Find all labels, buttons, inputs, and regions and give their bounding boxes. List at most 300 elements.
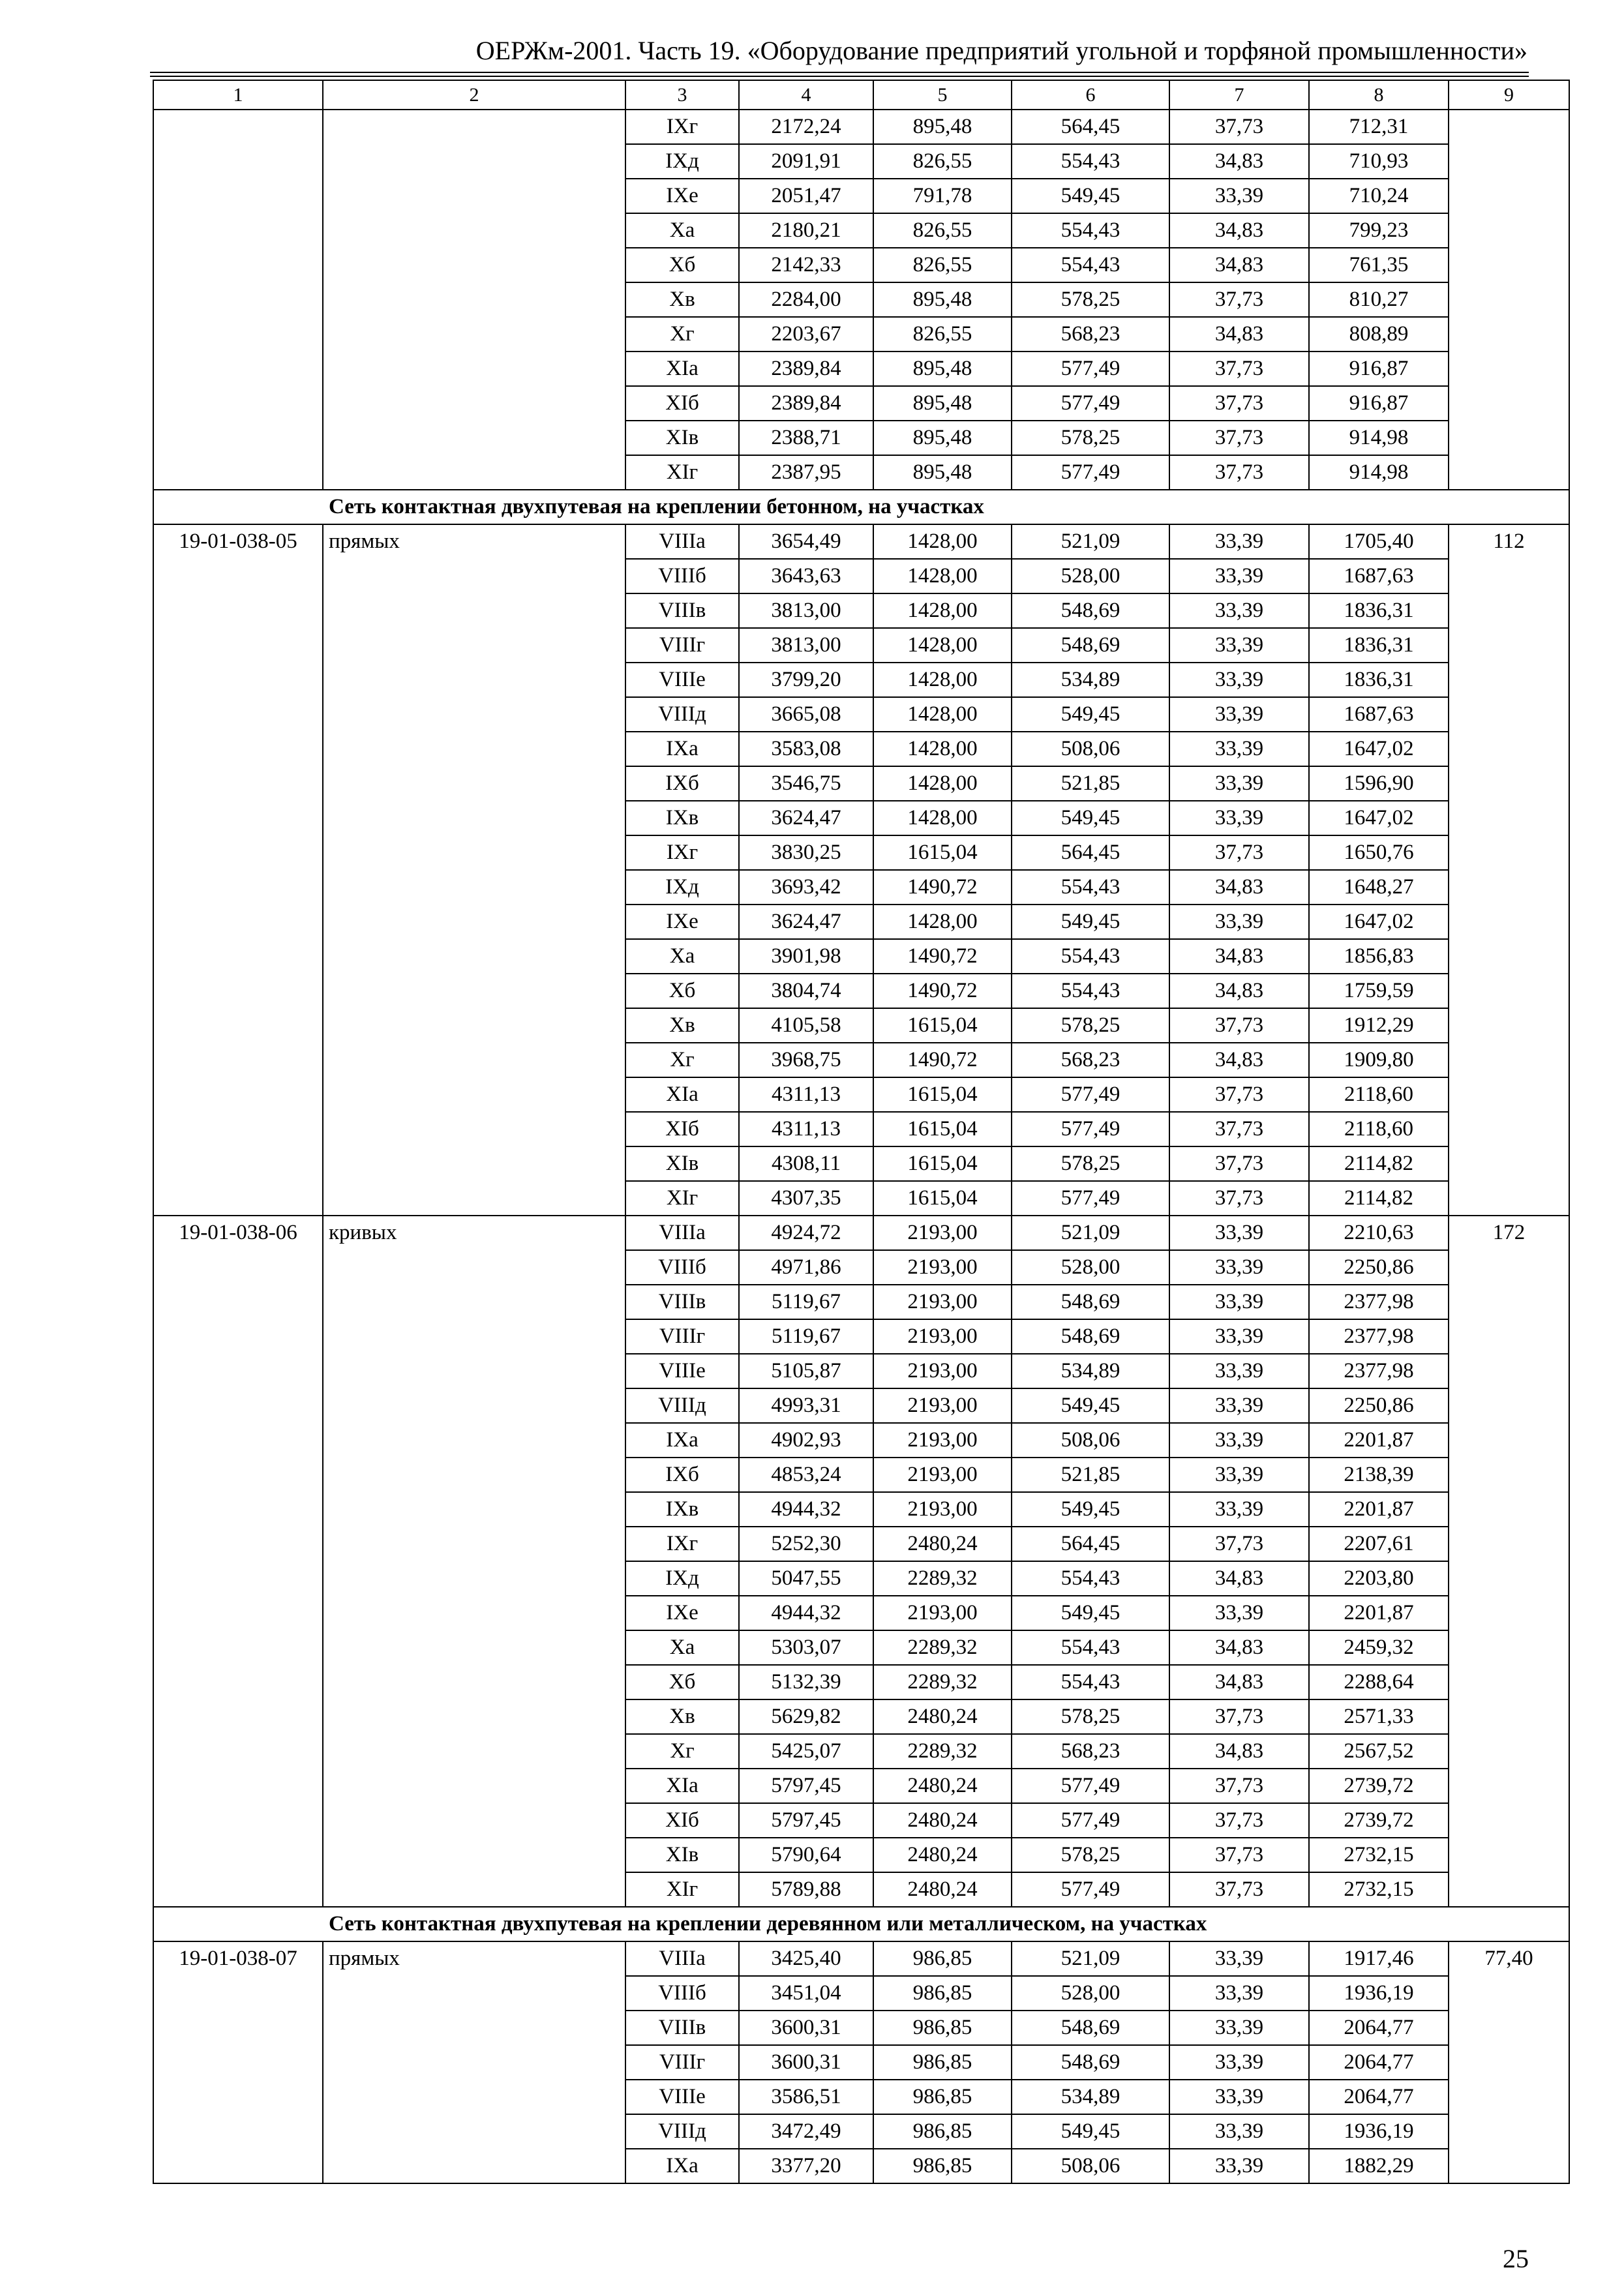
- value-col4: 3583,08: [739, 732, 873, 766]
- value-col6: 528,00: [1012, 1250, 1169, 1285]
- value-col7: 34,83: [1169, 1665, 1309, 1699]
- value-col5: 2193,00: [873, 1423, 1012, 1458]
- value-col4: 3586,51: [739, 2080, 873, 2114]
- value-col7: 37,73: [1169, 1527, 1309, 1561]
- item-name: прямых: [323, 1941, 625, 2183]
- value-col4: 2051,47: [739, 179, 873, 213]
- value-col7: 33,39: [1169, 2045, 1309, 2080]
- value-col7: 37,73: [1169, 1803, 1309, 1838]
- value-col6: 549,45: [1012, 1596, 1169, 1630]
- value-col4: 3901,98: [739, 939, 873, 974]
- value-col7: 33,39: [1169, 593, 1309, 628]
- value-col4: 3813,00: [739, 628, 873, 663]
- value-col4: 4308,11: [739, 1146, 873, 1181]
- value-col6: 568,23: [1012, 1043, 1169, 1077]
- value-col7: 33,39: [1169, 179, 1309, 213]
- value-col5: 2193,00: [873, 1492, 1012, 1527]
- category-cell: VIIIг: [625, 1319, 739, 1354]
- value-col5: 2193,00: [873, 1319, 1012, 1354]
- value-col5: 826,55: [873, 213, 1012, 248]
- column-number: 2: [323, 80, 625, 110]
- value-col4: 2172,24: [739, 110, 873, 144]
- category-cell: Xа: [625, 1630, 739, 1665]
- value-col8: 2207,61: [1309, 1527, 1449, 1561]
- value-col4: 3546,75: [739, 766, 873, 801]
- value-col5: 895,48: [873, 421, 1012, 455]
- value-col8: 2201,87: [1309, 1423, 1449, 1458]
- category-cell: IXа: [625, 2149, 739, 2183]
- value-col4: 5047,55: [739, 1561, 873, 1596]
- value-col7: 33,39: [1169, 2114, 1309, 2149]
- value-col6: 508,06: [1012, 2149, 1169, 2183]
- section-heading-row: [153, 490, 1569, 524]
- value-col5: 2480,24: [873, 1769, 1012, 1803]
- value-col4: 2180,21: [739, 213, 873, 248]
- value-col8: 2377,98: [1309, 1285, 1449, 1319]
- value-col4: 4105,58: [739, 1008, 873, 1043]
- value-col6: 548,69: [1012, 2045, 1169, 2080]
- value-col7: 33,39: [1169, 1458, 1309, 1492]
- value-col6: 564,45: [1012, 110, 1169, 144]
- category-cell: XIв: [625, 1838, 739, 1872]
- value-col7: 37,73: [1169, 282, 1309, 317]
- value-col4: 3472,49: [739, 2114, 873, 2149]
- value-col4: 5252,30: [739, 1527, 873, 1561]
- value-col6: 578,25: [1012, 1008, 1169, 1043]
- value-col4: 3377,20: [739, 2149, 873, 2183]
- column-number: 3: [625, 80, 739, 110]
- category-cell: XIб: [625, 386, 739, 421]
- table-row: [153, 1216, 1569, 1250]
- value-col8: 1705,40: [1309, 524, 1449, 559]
- value-col8: 761,35: [1309, 248, 1449, 282]
- item-name: кривых: [323, 1216, 625, 1907]
- value-col5: 1615,04: [873, 1146, 1012, 1181]
- category-cell: IXа: [625, 732, 739, 766]
- value-col8: 2064,77: [1309, 2080, 1449, 2114]
- value-col7: 37,73: [1169, 1769, 1309, 1803]
- category-cell: IXг: [625, 835, 739, 870]
- value-col8: 2114,82: [1309, 1146, 1449, 1181]
- category-cell: VIIIа: [625, 1941, 739, 1976]
- value-col5: 986,85: [873, 2114, 1012, 2149]
- item-col9: 112: [1449, 524, 1569, 1216]
- value-col6: 578,25: [1012, 1699, 1169, 1734]
- value-col5: 1428,00: [873, 766, 1012, 801]
- price-table: [153, 80, 1570, 2184]
- value-col6: 528,00: [1012, 559, 1169, 593]
- value-col6: 568,23: [1012, 317, 1169, 352]
- value-col5: 2289,32: [873, 1561, 1012, 1596]
- value-col8: 2377,98: [1309, 1354, 1449, 1388]
- table-body: [153, 80, 1569, 2183]
- value-col5: 895,48: [873, 386, 1012, 421]
- value-col7: 34,83: [1169, 974, 1309, 1008]
- value-col6: 554,43: [1012, 974, 1169, 1008]
- value-col6: 577,49: [1012, 1769, 1169, 1803]
- value-col8: 2064,77: [1309, 2011, 1449, 2045]
- value-col5: 826,55: [873, 248, 1012, 282]
- value-col5: 1490,72: [873, 974, 1012, 1008]
- value-col5: 1428,00: [873, 593, 1012, 628]
- value-col7: 33,39: [1169, 663, 1309, 697]
- value-col4: 4902,93: [739, 1423, 873, 1458]
- value-col7: 33,39: [1169, 1250, 1309, 1285]
- value-col8: 916,87: [1309, 352, 1449, 386]
- value-col4: 4311,13: [739, 1112, 873, 1146]
- value-col8: 1836,31: [1309, 663, 1449, 697]
- value-col5: 895,48: [873, 352, 1012, 386]
- value-col6: 577,49: [1012, 352, 1169, 386]
- value-col5: 2289,32: [873, 1734, 1012, 1769]
- value-col4: 4853,24: [739, 1458, 873, 1492]
- category-cell: VIIIа: [625, 1216, 739, 1250]
- value-col4: 3813,00: [739, 593, 873, 628]
- value-col7: 33,39: [1169, 1941, 1309, 1976]
- value-col8: 914,98: [1309, 455, 1449, 490]
- value-col6: 564,45: [1012, 1527, 1169, 1561]
- value-col4: 2142,33: [739, 248, 873, 282]
- category-cell: IXд: [625, 870, 739, 905]
- value-col5: 1428,00: [873, 524, 1012, 559]
- value-col8: 2118,60: [1309, 1077, 1449, 1112]
- category-cell: IXг: [625, 1527, 739, 1561]
- value-col5: 2193,00: [873, 1354, 1012, 1388]
- value-col5: 895,48: [873, 110, 1012, 144]
- value-col7: 34,83: [1169, 1734, 1309, 1769]
- value-col4: 2388,71: [739, 421, 873, 455]
- value-col5: 986,85: [873, 2080, 1012, 2114]
- value-col6: 521,85: [1012, 766, 1169, 801]
- value-col7: 33,39: [1169, 697, 1309, 732]
- value-col7: 34,83: [1169, 870, 1309, 905]
- value-col7: 33,39: [1169, 1354, 1309, 1388]
- value-col7: 37,73: [1169, 455, 1309, 490]
- category-cell: XIг: [625, 455, 739, 490]
- category-cell: VIIIд: [625, 1388, 739, 1423]
- value-col8: 1856,83: [1309, 939, 1449, 974]
- value-col4: 3804,74: [739, 974, 873, 1008]
- category-cell: VIIIе: [625, 2080, 739, 2114]
- value-col4: 4311,13: [739, 1077, 873, 1112]
- value-col5: 2193,00: [873, 1216, 1012, 1250]
- value-col6: 577,49: [1012, 1803, 1169, 1838]
- value-col5: 1490,72: [873, 1043, 1012, 1077]
- category-cell: IXв: [625, 801, 739, 835]
- column-number-row: [153, 80, 1569, 110]
- value-col8: 1936,19: [1309, 2114, 1449, 2149]
- category-cell: Xв: [625, 1699, 739, 1734]
- value-col7: 33,39: [1169, 1285, 1309, 1319]
- value-col6: 549,45: [1012, 801, 1169, 835]
- value-col8: 799,23: [1309, 213, 1449, 248]
- value-col4: 5790,64: [739, 1838, 873, 1872]
- value-col7: 34,83: [1169, 248, 1309, 282]
- category-cell: IXе: [625, 905, 739, 939]
- category-cell: XIа: [625, 1769, 739, 1803]
- value-col5: 2193,00: [873, 1458, 1012, 1492]
- value-col6: 528,00: [1012, 1976, 1169, 2011]
- value-col8: 1912,29: [1309, 1008, 1449, 1043]
- value-col8: 2201,87: [1309, 1492, 1449, 1527]
- value-col4: 5425,07: [739, 1734, 873, 1769]
- category-cell: VIIIд: [625, 697, 739, 732]
- value-col5: 826,55: [873, 144, 1012, 179]
- value-col8: 1647,02: [1309, 905, 1449, 939]
- value-col8: 1759,59: [1309, 974, 1449, 1008]
- value-col5: 895,48: [873, 455, 1012, 490]
- value-col4: 2389,84: [739, 386, 873, 421]
- value-col4: 4307,35: [739, 1181, 873, 1216]
- value-col7: 34,83: [1169, 1043, 1309, 1077]
- value-col7: 33,39: [1169, 524, 1309, 559]
- value-col6: 554,43: [1012, 939, 1169, 974]
- item-col9: 77,40: [1449, 1941, 1569, 2183]
- value-col7: 34,83: [1169, 1630, 1309, 1665]
- category-cell: XIб: [625, 1803, 739, 1838]
- category-cell: VIIIг: [625, 2045, 739, 2080]
- value-col7: 37,73: [1169, 835, 1309, 870]
- value-col6: 508,06: [1012, 1423, 1169, 1458]
- value-col4: 5797,45: [739, 1803, 873, 1838]
- item-name: прямых: [323, 524, 625, 1216]
- category-cell: IXв: [625, 1492, 739, 1527]
- category-cell: Xб: [625, 248, 739, 282]
- value-col8: 2739,72: [1309, 1769, 1449, 1803]
- category-cell: IXе: [625, 179, 739, 213]
- value-col7: 37,73: [1169, 1077, 1309, 1112]
- category-cell: Xв: [625, 1008, 739, 1043]
- value-col8: 2138,39: [1309, 1458, 1449, 1492]
- category-cell: VIIIд: [625, 2114, 739, 2149]
- value-col6: 549,45: [1012, 179, 1169, 213]
- item-code: 19-01-038-05: [153, 524, 323, 1216]
- item-col9: [1449, 110, 1569, 490]
- value-col8: 916,87: [1309, 386, 1449, 421]
- value-col8: 2064,77: [1309, 2045, 1449, 2080]
- value-col4: 3451,04: [739, 1976, 873, 2011]
- page-header: ОЕРЖм-2001. Часть 19. «Оборудование предприятий угольной и торфяной промышленности»: [475, 36, 1527, 65]
- value-col5: 1490,72: [873, 939, 1012, 974]
- value-col6: 577,49: [1012, 1181, 1169, 1216]
- value-col8: 1882,29: [1309, 2149, 1449, 2183]
- category-cell: XIв: [625, 421, 739, 455]
- value-col8: 710,24: [1309, 179, 1449, 213]
- value-col5: 1615,04: [873, 835, 1012, 870]
- value-col5: 1428,00: [873, 559, 1012, 593]
- value-col5: 1428,00: [873, 663, 1012, 697]
- category-cell: XIг: [625, 1872, 739, 1907]
- category-cell: VIIIв: [625, 1285, 739, 1319]
- column-number: 6: [1012, 80, 1169, 110]
- value-col5: 1490,72: [873, 870, 1012, 905]
- value-col7: 33,39: [1169, 801, 1309, 835]
- value-col7: 37,73: [1169, 1699, 1309, 1734]
- value-col8: 1648,27: [1309, 870, 1449, 905]
- category-cell: Xг: [625, 1734, 739, 1769]
- category-cell: XIа: [625, 352, 739, 386]
- value-col8: 1836,31: [1309, 628, 1449, 663]
- value-col4: 4993,31: [739, 1388, 873, 1423]
- value-col6: 577,49: [1012, 1112, 1169, 1146]
- value-col5: 1428,00: [873, 732, 1012, 766]
- value-col8: 808,89: [1309, 317, 1449, 352]
- value-col5: 791,78: [873, 179, 1012, 213]
- value-col6: 549,45: [1012, 2114, 1169, 2149]
- category-cell: IXе: [625, 1596, 739, 1630]
- value-col8: 2250,86: [1309, 1388, 1449, 1423]
- value-col8: 1936,19: [1309, 1976, 1449, 2011]
- value-col4: 2203,67: [739, 317, 873, 352]
- value-col8: 2571,33: [1309, 1699, 1449, 1734]
- category-cell: XIв: [625, 1146, 739, 1181]
- value-col5: 986,85: [873, 2149, 1012, 2183]
- value-col5: 2480,24: [873, 1699, 1012, 1734]
- value-col8: 2201,87: [1309, 1596, 1449, 1630]
- value-col4: 3665,08: [739, 697, 873, 732]
- column-number: 8: [1309, 80, 1449, 110]
- value-col5: 2193,00: [873, 1596, 1012, 1630]
- value-col6: 577,49: [1012, 455, 1169, 490]
- value-col6: 548,69: [1012, 2011, 1169, 2045]
- value-col6: 577,49: [1012, 386, 1169, 421]
- value-col4: 3654,49: [739, 524, 873, 559]
- category-cell: IXб: [625, 1458, 739, 1492]
- value-col6: 554,43: [1012, 1630, 1169, 1665]
- value-col8: 2118,60: [1309, 1112, 1449, 1146]
- value-col5: 1615,04: [873, 1008, 1012, 1043]
- value-col8: 2459,32: [1309, 1630, 1449, 1665]
- value-col6: 554,43: [1012, 213, 1169, 248]
- value-col5: 2289,32: [873, 1665, 1012, 1699]
- category-cell: VIIIв: [625, 2011, 739, 2045]
- value-col5: 2193,00: [873, 1285, 1012, 1319]
- category-cell: VIIIе: [625, 663, 739, 697]
- value-col6: 548,69: [1012, 593, 1169, 628]
- value-col4: 3643,63: [739, 559, 873, 593]
- value-col8: 1917,46: [1309, 1941, 1449, 1976]
- value-col7: 37,73: [1169, 1872, 1309, 1907]
- page-number: 25: [1503, 2244, 1529, 2273]
- value-col7: 33,39: [1169, 1388, 1309, 1423]
- value-col4: 5119,67: [739, 1285, 873, 1319]
- value-col4: 4944,32: [739, 1596, 873, 1630]
- value-col6: 554,43: [1012, 144, 1169, 179]
- value-col4: 5789,88: [739, 1872, 873, 1907]
- value-col6: 521,85: [1012, 1458, 1169, 1492]
- value-col5: 1615,04: [873, 1181, 1012, 1216]
- value-col7: 33,39: [1169, 2149, 1309, 2183]
- value-col6: 577,49: [1012, 1077, 1169, 1112]
- value-col5: 2480,24: [873, 1838, 1012, 1872]
- value-col8: 1647,02: [1309, 801, 1449, 835]
- value-col6: 548,69: [1012, 1319, 1169, 1354]
- value-col7: 33,39: [1169, 2011, 1309, 2045]
- value-col5: 2480,24: [873, 1527, 1012, 1561]
- value-col5: 826,55: [873, 317, 1012, 352]
- value-col7: 37,73: [1169, 110, 1309, 144]
- value-col7: 34,83: [1169, 317, 1309, 352]
- value-col4: 5303,07: [739, 1630, 873, 1665]
- category-cell: IXд: [625, 144, 739, 179]
- table-row: [153, 524, 1569, 559]
- value-col6: 508,06: [1012, 732, 1169, 766]
- value-col4: 3624,47: [739, 801, 873, 835]
- value-col7: 33,39: [1169, 905, 1309, 939]
- column-number: 5: [873, 80, 1012, 110]
- value-col7: 33,39: [1169, 732, 1309, 766]
- value-col8: 2203,80: [1309, 1561, 1449, 1596]
- value-col6: 521,09: [1012, 1216, 1169, 1250]
- section-heading: Сеть контактная двухпутевая на креплении бетонном, на участках: [153, 490, 1569, 524]
- column-number: 9: [1449, 80, 1569, 110]
- category-cell: IXд: [625, 1561, 739, 1596]
- value-col6: 534,89: [1012, 663, 1169, 697]
- category-cell: VIIIб: [625, 559, 739, 593]
- value-col7: 33,39: [1169, 1423, 1309, 1458]
- value-col5: 2289,32: [873, 1630, 1012, 1665]
- value-col6: 534,89: [1012, 1354, 1169, 1388]
- category-cell: Xа: [625, 939, 739, 974]
- value-col5: 986,85: [873, 2045, 1012, 2080]
- value-col5: 2193,00: [873, 1388, 1012, 1423]
- value-col5: 2480,24: [873, 1872, 1012, 1907]
- value-col5: 986,85: [873, 1976, 1012, 2011]
- value-col7: 33,39: [1169, 1976, 1309, 2011]
- value-col4: 2389,84: [739, 352, 873, 386]
- value-col7: 33,39: [1169, 1216, 1309, 1250]
- value-col4: 3624,47: [739, 905, 873, 939]
- item-col9: 172: [1449, 1216, 1569, 1907]
- category-cell: Xг: [625, 317, 739, 352]
- value-col7: 37,73: [1169, 1181, 1309, 1216]
- value-col8: 710,93: [1309, 144, 1449, 179]
- value-col7: 34,83: [1169, 213, 1309, 248]
- value-col5: 895,48: [873, 282, 1012, 317]
- section-heading: Сеть контактная двухпутевая на креплении деревянном или металлическом, на участках: [153, 1907, 1569, 1941]
- value-col8: 2114,82: [1309, 1181, 1449, 1216]
- value-col7: 33,39: [1169, 766, 1309, 801]
- value-col8: 2250,86: [1309, 1250, 1449, 1285]
- value-col7: 33,39: [1169, 628, 1309, 663]
- value-col8: 712,31: [1309, 110, 1449, 144]
- table-row: [153, 1941, 1569, 1976]
- value-col5: 1615,04: [873, 1112, 1012, 1146]
- category-cell: XIг: [625, 1181, 739, 1216]
- value-col6: 549,45: [1012, 905, 1169, 939]
- value-col6: 549,45: [1012, 1492, 1169, 1527]
- category-cell: VIIIб: [625, 1976, 739, 2011]
- value-col8: 914,98: [1309, 421, 1449, 455]
- value-col5: 1615,04: [873, 1077, 1012, 1112]
- category-cell: VIIIг: [625, 628, 739, 663]
- value-col7: 34,83: [1169, 939, 1309, 974]
- value-col4: 4924,72: [739, 1216, 873, 1250]
- value-col7: 37,73: [1169, 1146, 1309, 1181]
- value-col8: 1687,63: [1309, 697, 1449, 732]
- value-col8: 1596,90: [1309, 766, 1449, 801]
- value-col6: 578,25: [1012, 421, 1169, 455]
- category-cell: VIIIе: [625, 1354, 739, 1388]
- value-col8: 2288,64: [1309, 1665, 1449, 1699]
- value-col6: 554,43: [1012, 870, 1169, 905]
- category-cell: IXг: [625, 110, 739, 144]
- value-col5: 986,85: [873, 1941, 1012, 1976]
- value-col8: 2567,52: [1309, 1734, 1449, 1769]
- value-col8: 2210,63: [1309, 1216, 1449, 1250]
- value-col4: 3968,75: [739, 1043, 873, 1077]
- value-col6: 577,49: [1012, 1872, 1169, 1907]
